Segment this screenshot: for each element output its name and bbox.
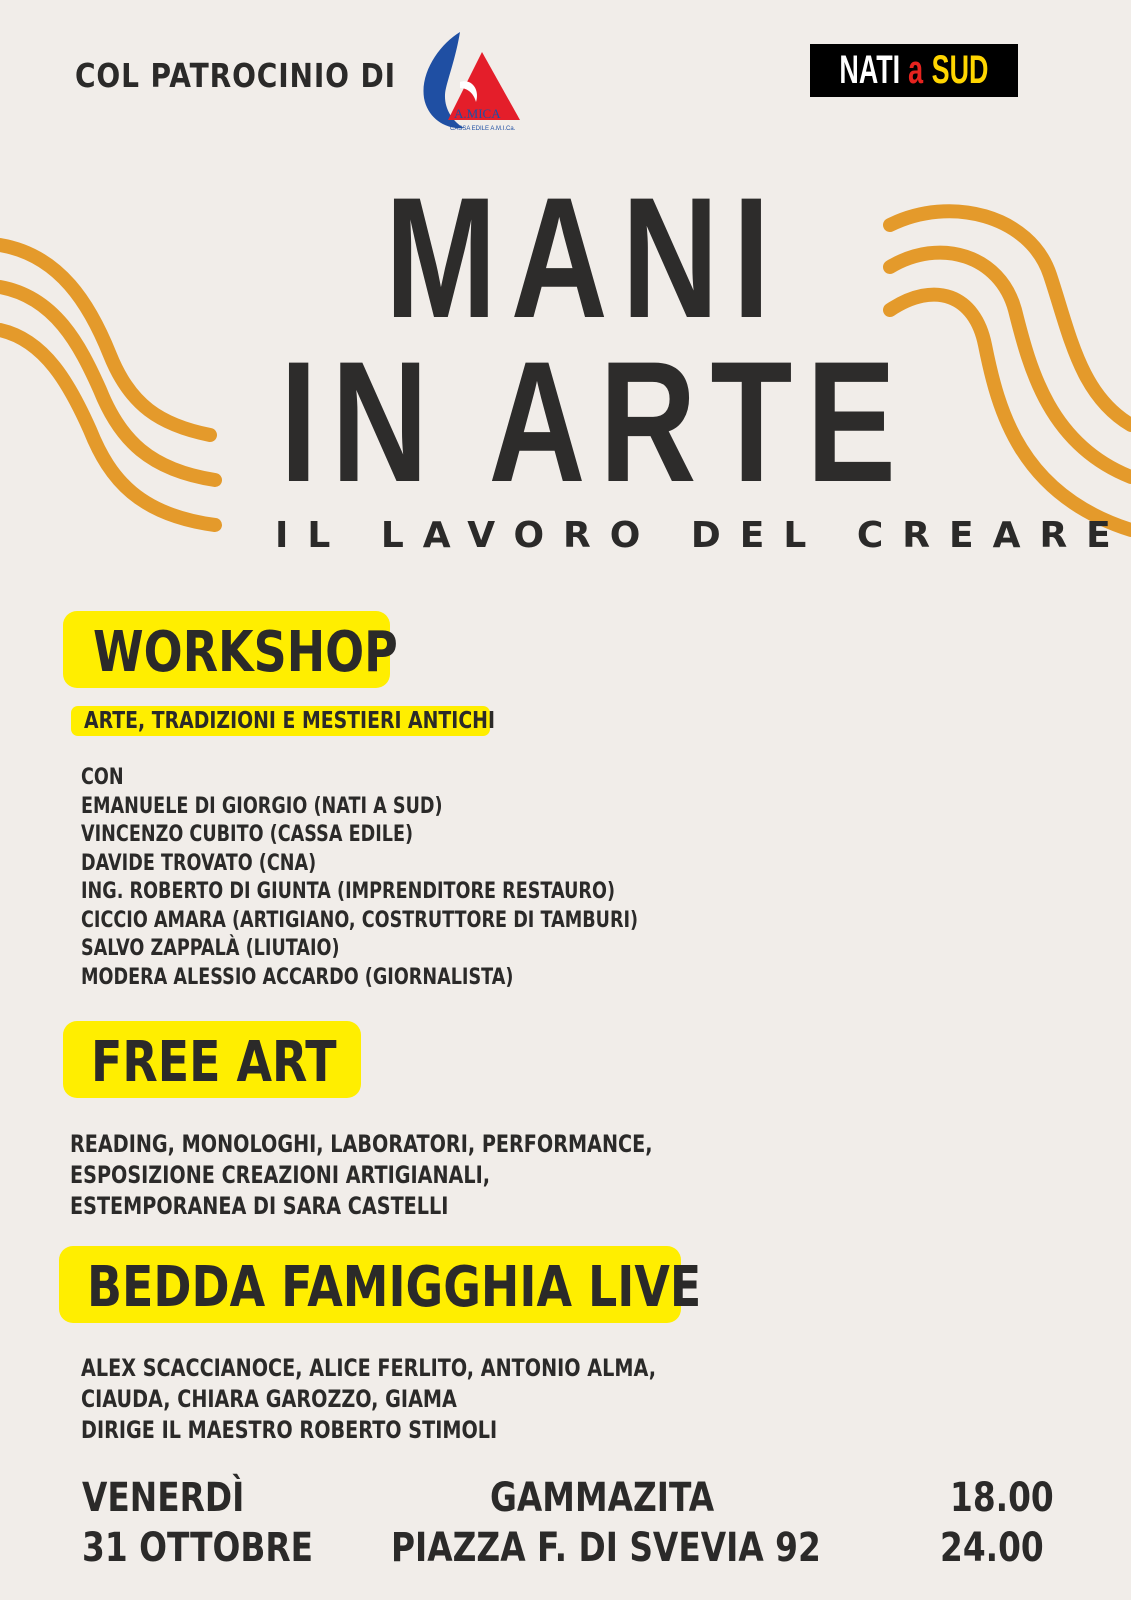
workshop-tagline: ARTE, TRADIZIONI E MESTIERI ANTICHI: [84, 708, 495, 734]
svg-text:A.MICA: A.MICA: [454, 106, 501, 121]
bedda-heading-badge: [59, 1246, 702, 1323]
list-item: DAVIDE TROVATO (CNA): [81, 850, 317, 876]
list-item: ESPOSIZIONE CREAZIONI ARTIGIANALI,: [70, 1161, 491, 1189]
workshop-heading: WORKSHOP: [93, 620, 398, 685]
list-item: CIAUDA, CHIARA GAROZZO, GIAMA: [81, 1385, 457, 1413]
list-item: CON: [81, 765, 124, 790]
list-item: ING. ROBERTO DI GIUNTA (IMPRENDITORE RESTAURO): [81, 879, 615, 904]
patronage-label: COL PATROCINIO DI: [75, 56, 396, 95]
list-item: VINCENZO CUBITO (CASSA EDILE): [81, 822, 414, 847]
list-item: ALEX SCACCIANOCE, ALICE FERLITO, ANTONIO ALMA,: [81, 1354, 657, 1382]
natiasud-logo: NATI a SUD: [810, 44, 1018, 97]
list-item: ESTEMPORANEA DI SARA CASTELLI: [70, 1192, 449, 1220]
title-line-1: MANI: [385, 162, 784, 354]
event-venue: GAMMAZITA: [490, 1475, 715, 1521]
wave-left-decoration: [0, 225, 240, 565]
title-line-2: IN ARTE: [280, 326, 910, 518]
event-day: VENERDÌ: [82, 1475, 245, 1521]
event-date: 31 OTTOBRE: [82, 1525, 313, 1571]
svg-text:CASSA EDILE A.M.I.Ca.: CASSA EDILE A.M.I.Ca.: [450, 126, 516, 132]
list-item: EMANUELE DI GIORGIO (NATI A SUD): [81, 793, 443, 819]
event-end-time: 24.00: [940, 1525, 1044, 1571]
workshop-tagline-badge: [71, 706, 495, 736]
event-start-time: 18.00: [950, 1475, 1054, 1521]
wave-right-decoration: [880, 195, 1131, 560]
free-art-heading: FREE ART: [91, 1030, 337, 1095]
amica-logo-icon: [420, 32, 530, 136]
bedda-heading: BEDDA FAMIGGHIA LIVE: [87, 1255, 702, 1320]
bedda-performers: [81, 1353, 656, 1446]
list-item: CICCIO AMARA (ARTIGIANO, COSTRUTTORE DI TAMBURI): [81, 907, 639, 933]
subtitle: IL LAVORO DEL CREARE: [275, 515, 1130, 556]
list-item: DIRIGE IL MAESTRO ROBERTO STIMOLI: [81, 1416, 498, 1444]
list-item: SALVO ZAPPALÀ (LIUTAIO): [81, 936, 340, 961]
event-address: PIAZZA F. DI SVEVIA 92: [391, 1525, 821, 1571]
list-item: MODERA ALESSIO ACCARDO (GIORNALISTA): [81, 964, 514, 990]
free-art-details: [70, 1129, 653, 1222]
workshop-heading-badge: [63, 611, 398, 688]
free-art-heading-badge: [63, 1021, 361, 1098]
workshop-speakers: [81, 764, 638, 992]
list-item: READING, MONOLOGHI, LABORATORI, PERFORMANCE,: [70, 1130, 653, 1158]
